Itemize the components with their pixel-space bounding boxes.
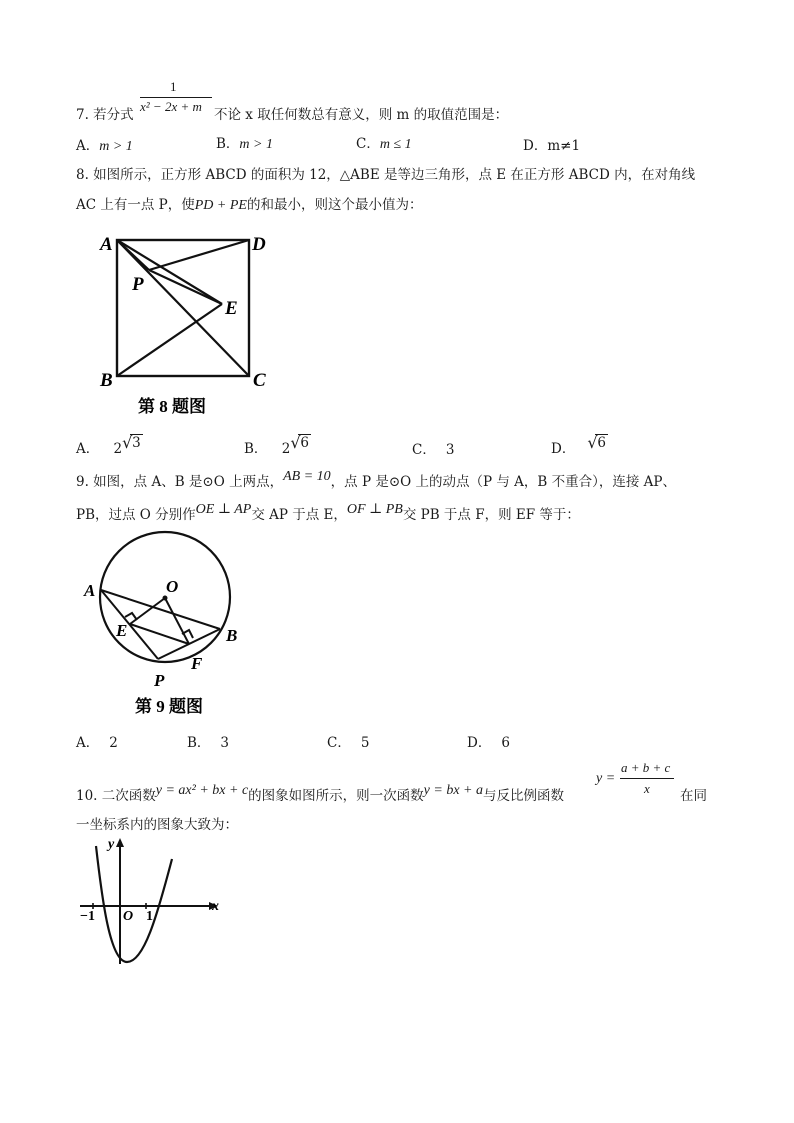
q10-frac-lhs: y = (596, 771, 616, 786)
q8-segment-ap (117, 240, 149, 270)
q8-option-a[interactable]: A． 2 √ 3 (76, 433, 141, 457)
q8-line2: AC 上有一点 P，使PD + PE的和最小，则这个最小值为： (76, 197, 423, 213)
q9-line2: PB，过点 O 分别作OE ⊥ AP交 AP 于点 E，OF ⊥ PB交 PB 于点 F，则 EF 等于： (76, 502, 580, 523)
q8-option-b[interactable]: B． 2 √ 6 (244, 433, 309, 457)
q8-line1: 8. 如图所示，正方形 ABCD 的面积为 12，△ABE 是等边三角形，点 E 在正方形 ABCD 内，在对角线 (76, 167, 696, 183)
q8-figure (86, 226, 296, 422)
q8-label-e: E (225, 298, 238, 319)
q10-frac-numerator: a + b + c (621, 760, 671, 775)
q9-figure (78, 528, 258, 720)
q9-label-e: E (116, 621, 128, 640)
q10-y-axis-arrow (116, 838, 124, 847)
q9-option-c[interactable]: C． 5 (327, 735, 370, 751)
q9-label-f: F (191, 654, 203, 673)
q9-label-b: B (226, 626, 238, 645)
q8-label-p: P (132, 274, 144, 295)
q10-line1-end: 在同 (680, 788, 707, 804)
q8-segment-pd (149, 240, 249, 270)
q8-caption: 第 8 题图 (138, 397, 206, 416)
q7-frac-bar (140, 97, 212, 98)
q10-parabola (96, 846, 172, 962)
q9-label-o: O (166, 577, 179, 596)
q10-label-neg1: −1 (80, 909, 95, 924)
q8-label-c: C (253, 370, 266, 391)
q8-segment-be (117, 304, 222, 376)
q10-frac-bar (620, 778, 674, 779)
q7-option-b[interactable]: B．m > 1 (216, 136, 273, 152)
q10-label-x: x (212, 899, 219, 914)
q10-figure (72, 834, 232, 968)
q9-right-angle-e (125, 613, 137, 620)
q10-label-y: y (108, 837, 115, 852)
q8-label-d: D (252, 234, 266, 255)
q9-option-b[interactable]: B． 3 (187, 735, 230, 751)
q9-center-dot (163, 596, 168, 601)
q9-line1: 9. 如图，点 A、B 是⊙O 上两点，AB = 10，点 P 是⊙O 上的动点（P 与 A，B 不重合），连接 AP、 (76, 469, 677, 490)
q10-label-pos1: 1 (146, 909, 153, 924)
q9-option-a[interactable]: A． 2 (76, 735, 118, 751)
q9-right-angle-f (182, 630, 193, 638)
q9-caption: 第 9 题图 (135, 697, 203, 716)
q8-option-c[interactable]: C． 3 (412, 442, 455, 458)
q8-segment-pe (149, 270, 222, 304)
q8-label-a: A (100, 234, 113, 255)
q9-label-p: P (154, 671, 165, 690)
q9-label-a: A (84, 581, 96, 600)
q9-option-d[interactable]: D． 6 (467, 735, 510, 751)
q10-frac-denominator: x (644, 781, 650, 796)
q10-line2: 一坐标系内的图象大致为： (76, 817, 238, 833)
q7-option-a[interactable]: A．m > 1 (76, 138, 133, 154)
q8-label-b: B (100, 370, 113, 391)
q7-option-d[interactable]: D．m≠1 (523, 138, 581, 154)
q7-option-c[interactable]: C．m ≤ 1 (356, 136, 412, 152)
q7-number: 7. 若分式 (76, 107, 134, 123)
q10-label-origin: O (123, 909, 134, 924)
q8-option-d[interactable]: D． √ 6 (551, 433, 606, 457)
q7-question-text: 不论 x 取任何数总有意义，则 m 的取值范围是： (214, 107, 509, 123)
q7-frac-numerator: 1 (170, 79, 177, 94)
q10-line1: 10. 二次函数y = ax² + bx + c的图象如图所示，则一次函数y = bx + a与反比例函数 (76, 783, 564, 804)
q7-frac-denominator: x² − 2x + m (140, 99, 202, 114)
